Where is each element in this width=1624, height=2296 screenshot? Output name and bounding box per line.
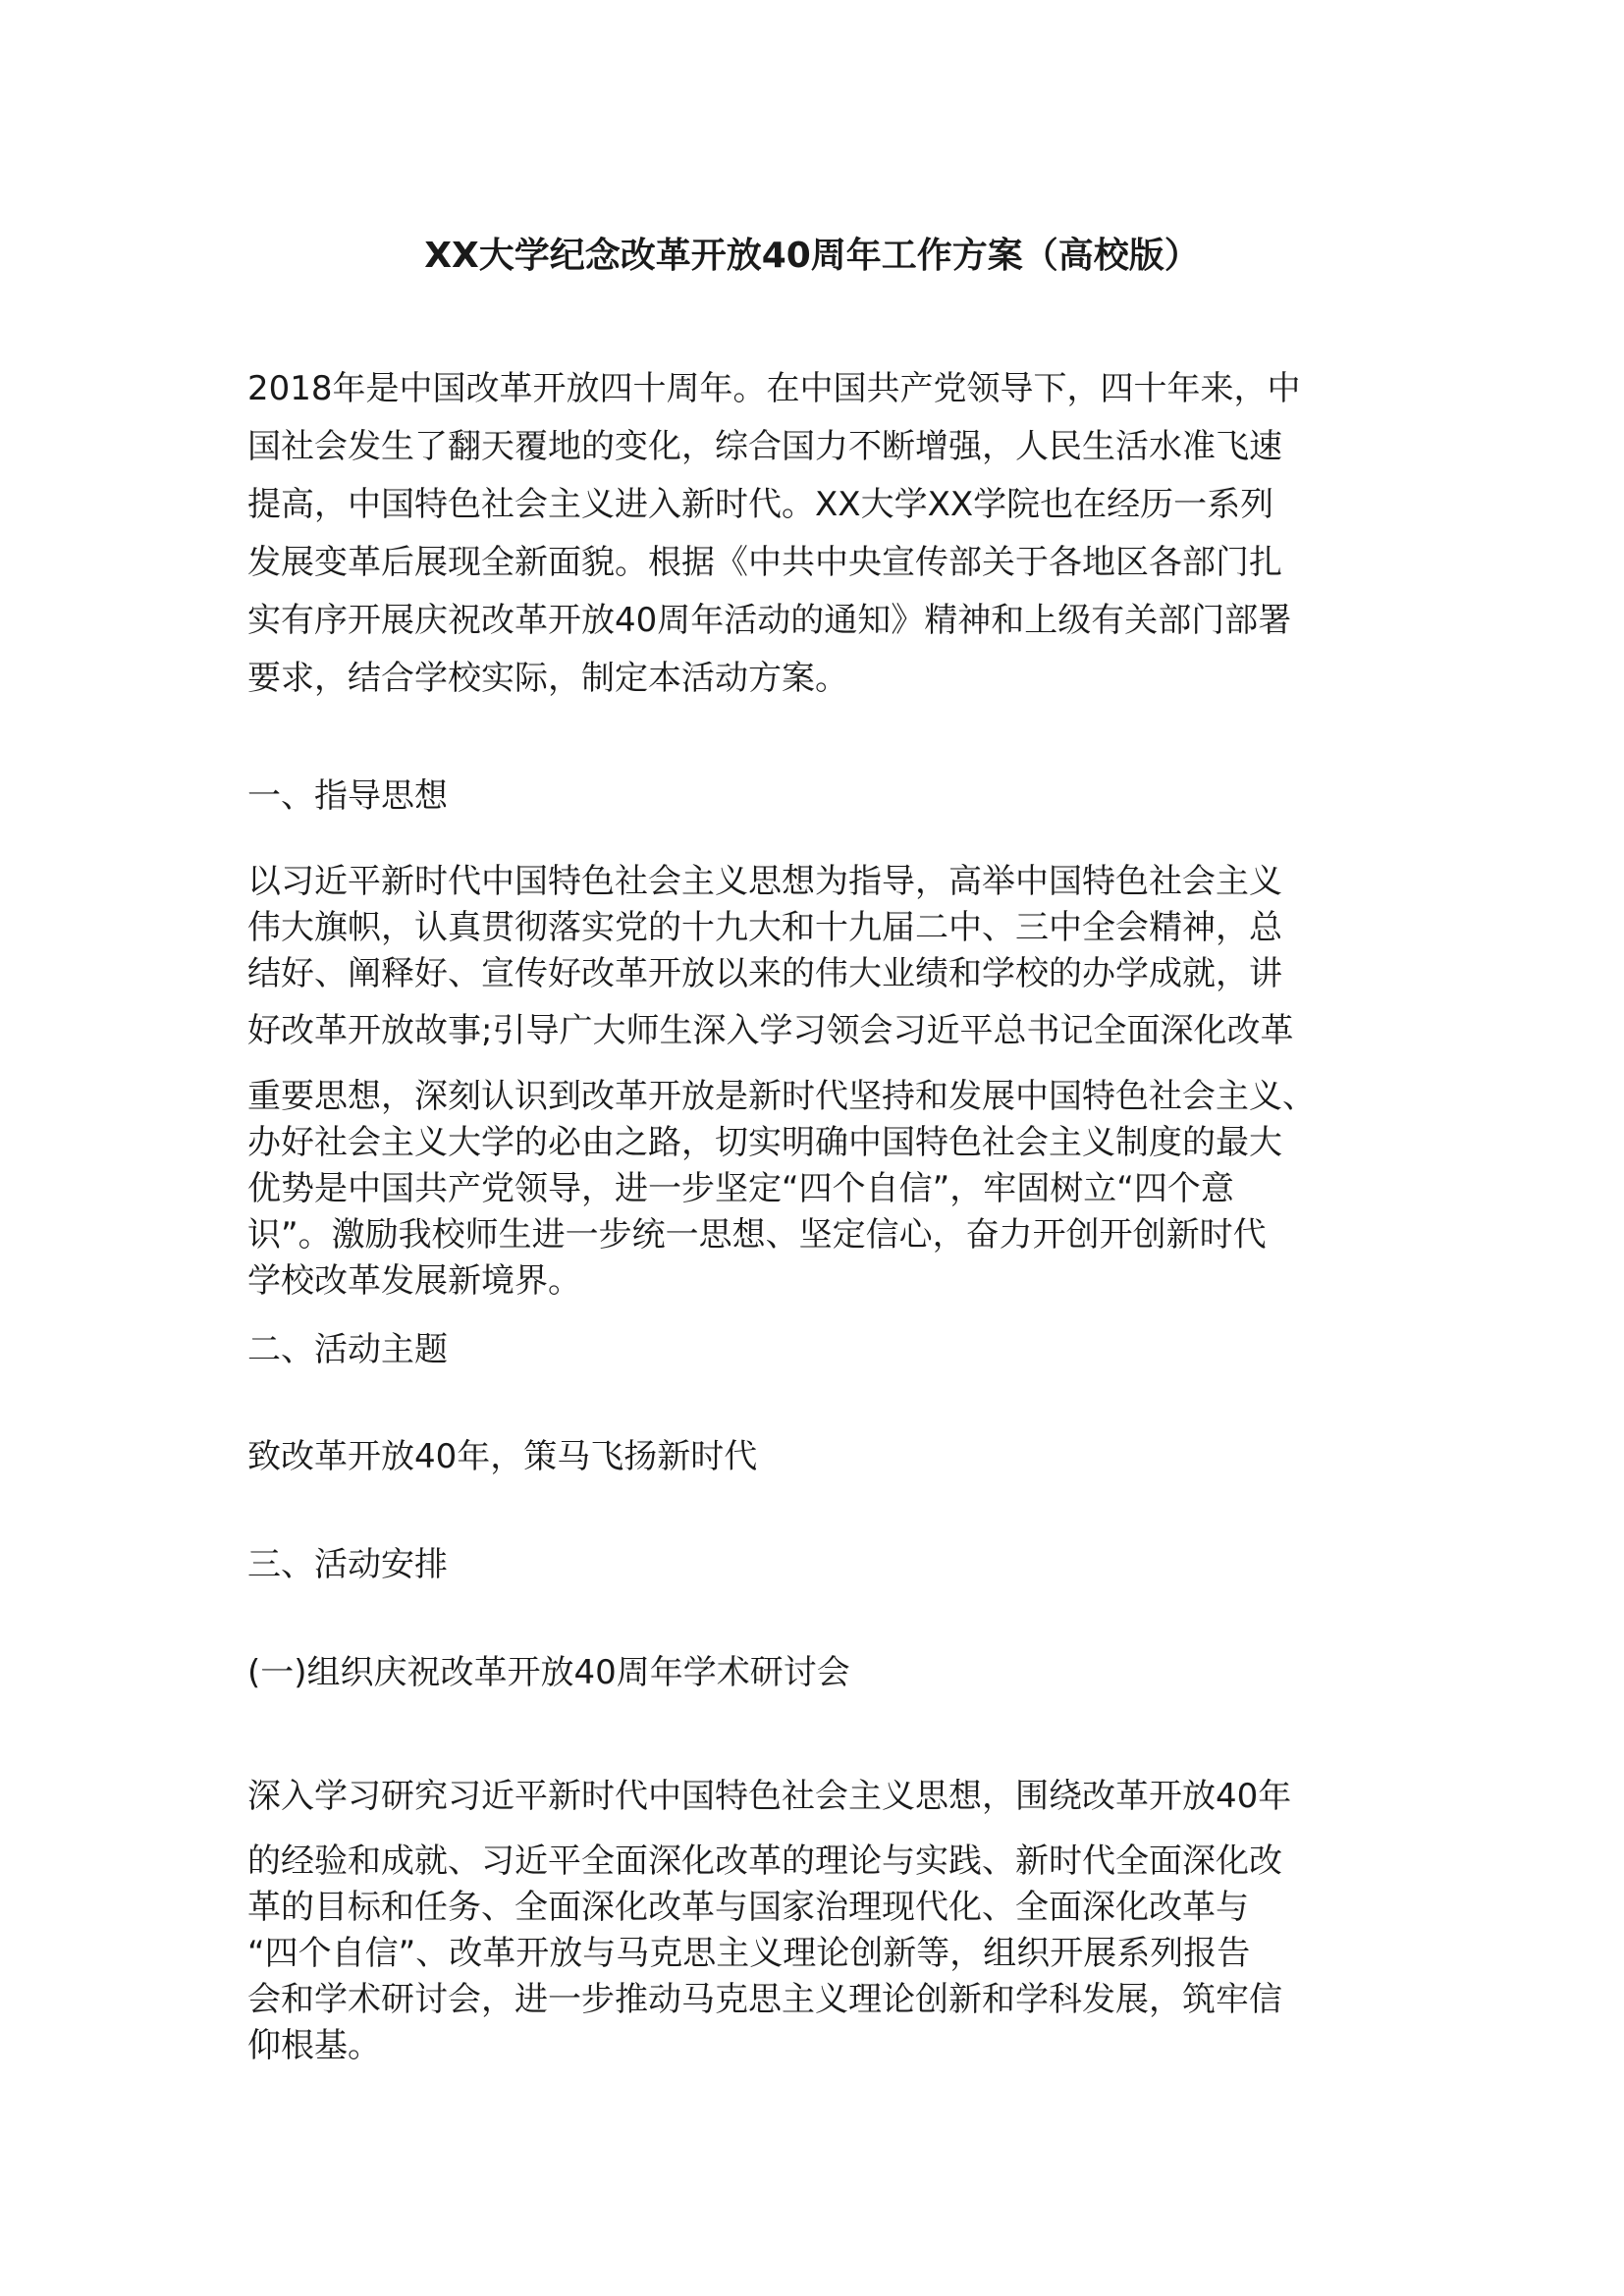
paragraph-line: 伟大旗帜，认真贯彻落实党的十九大和十九届二中、三中全会精神，总 bbox=[247, 908, 1282, 947]
intro-paragraph bbox=[247, 360, 1377, 708]
paragraph-line: 优势是中国共产党领导，进一步坚定“四个自信”，牢固树立“四个意 bbox=[247, 1169, 1234, 1208]
section-heading-activity-arrangement: 三、活动安排 bbox=[247, 1545, 448, 1584]
paragraph-line: 2018年是中国改革开放四十周年。在中国共产党领导下，四十年来，中 bbox=[247, 369, 1301, 408]
paragraph-line: 办好社会主义大学的必由之路，切实明确中国特色社会主义制度的最大 bbox=[247, 1123, 1282, 1162]
section-heading-activity-theme: 二、活动主题 bbox=[247, 1330, 448, 1369]
guiding-ideology-paragraph-part2: 好改革开放故事;引导广大师生深入学习领会习近平总书记全面深化改革 bbox=[247, 1011, 1294, 1050]
paragraph-line: 以习近平新时代中国特色社会主义思想为指导，高举中国特色社会主义 bbox=[247, 862, 1282, 901]
seminar-paragraph bbox=[247, 1839, 1377, 2069]
paragraph-line: 重要思想，深刻认识到改革开放是新时代坚持和发展中国特色社会主义、 bbox=[247, 1077, 1316, 1116]
guiding-ideology-paragraph-part3 bbox=[247, 1074, 1377, 1305]
paragraph-line: 会和学术研讨会，进一步推动马克思主义理论创新和学科发展，筑牢信 bbox=[247, 1980, 1282, 2019]
paragraph-line: 实有序开展庆祝改革开放40周年活动的通知》精神和上级有关部门部署 bbox=[247, 601, 1292, 640]
paragraph-line: 结好、阐释好、宣传好改革开放以来的伟大业绩和学校的办学成就，讲 bbox=[247, 954, 1282, 993]
subsection-heading-seminar: (一)组织庆祝改革开放40周年学术研讨会 bbox=[247, 1653, 850, 1692]
paragraph-line: 识”。激励我校师生进一步统一思想、坚定信心，奋力开创开创新时代 bbox=[247, 1215, 1267, 1255]
paragraph-line: 发展变革后展现全新面貌。根据《中共中央宣传部关于各地区各部门扎 bbox=[247, 543, 1282, 582]
document-title: XX大学纪念改革开放40周年工作方案（高校版） bbox=[424, 236, 1200, 276]
paragraph-line: 学校改革发展新境界。 bbox=[247, 1261, 581, 1301]
paragraph-line: 国社会发生了翻天覆地的变化，综合国力不断增强，人民生活水准飞速 bbox=[247, 427, 1282, 466]
guiding-ideology-paragraph-part1 bbox=[247, 859, 1377, 997]
paragraph-line: 要求，结合学校实际，制定本活动方案。 bbox=[247, 659, 848, 698]
paragraph-line: 提高，中国特色社会主义进入新时代。XX大学XX学院也在经历一系列 bbox=[247, 485, 1274, 524]
paragraph-line: 革的目标和任务、全面深化改革与国家治理现代化、全面深化改革与 bbox=[247, 1888, 1249, 1927]
seminar-paragraph-first-line: 深入学习研究习近平新时代中国特色社会主义思想，围绕改革开放40年 bbox=[247, 1777, 1292, 1816]
paragraph-line: 的经验和成就、习近平全面深化改革的理论与实践、新时代全面深化改 bbox=[247, 1842, 1282, 1881]
paragraph-line: 仰根基。 bbox=[247, 2026, 381, 2065]
section-heading-guiding-ideology: 一、指导思想 bbox=[247, 776, 448, 816]
paragraph-line: “四个自信”、改革开放与马克思主义理论创新等，组织开展系列报告 bbox=[247, 1934, 1251, 1973]
activity-theme-text: 致改革开放40年，策马飞扬新时代 bbox=[247, 1437, 758, 1476]
